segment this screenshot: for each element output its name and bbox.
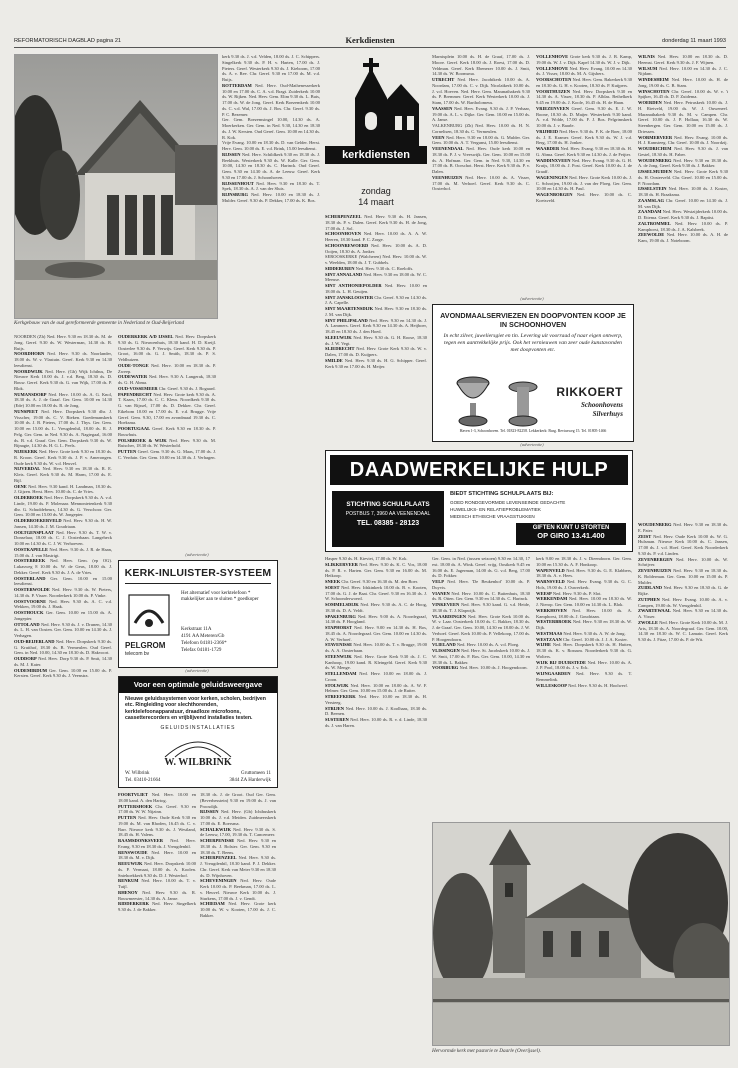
listing-entry: STELLENDAM Ned. Herv. 10.00 en 18.00 ds. J. Croon. <box>325 671 427 682</box>
ad-hulp-gift-box <box>516 523 626 545</box>
font-basin-icon <box>505 379 541 427</box>
kerkdiensten-logo <box>325 54 427 184</box>
page-header <box>14 35 726 48</box>
listing-entry: WINDESHEIM Ned. Herv. 10.00 ds. H. de Jong, 19.00 ds. C. B. Stam. <box>638 77 728 88</box>
listing-entry: ZAANDAM Ned. Herv. Westzijderkerk 10.00 ds. D. Ettema. Geref. Kerk 9.30 ds. J. Baptist. <box>638 209 728 220</box>
listing-entry: kerk 9.30 ds. J. v.d. Velden, 18.00 ds. J. C. Schippers. Singelkerk 9.30 ds. P. H. v. Harten, 17.00 ds. J. Pieters. Geref. Westerkerk 9.30 ds. J. Kieboom, 17.00 ds. A. v. Ree. Chr. Geref. 9.30 en 17.00 ds. M. v.d. Buijs. <box>222 54 320 82</box>
listing-entry: WIJHE Ned. Herv. Dorpskerk 9.30 ds. H. Hutten, 18.30 ds. K. v. Rossum. Noorderkerk 9.30 ds. G. Wolters. <box>536 642 632 659</box>
listing-entry: FOORTVLIET Ned. Herv. 10.00 en 18.00 kand. A. den Hartog. <box>118 792 196 803</box>
listing-entry: VINKEVEEN Ned. Herv. 9.30 kand. G. v.d. Heide, 18.30 ds. T. J. Klapwijk. <box>432 602 530 613</box>
listing-entry: VALKENBURG (Zh) Ned. Herv. 10.00 ds. H. N. Cornelisen, 18.30 ds. C. Vermeulen. <box>432 123 530 134</box>
listing-entry: OTTOLAND Ned. Herv. 9.30 ds. J. v. Drunen, 14.30 ds. L. H. van Oosten. Ger. Gem. 10.00 en 14.30 ds. J. Verhagen. <box>14 621 112 638</box>
listing-list <box>536 556 632 688</box>
listing-column-6 <box>536 54 632 292</box>
listing-entry: 18.30 ds. J. de Groot. Oud Ger. Gem. (Beverhesstein) 9.30 en 19.00 ds. J. van Proosdijk. <box>200 792 276 809</box>
advertentie-tag: (advertentie) <box>520 442 544 447</box>
listing-entry: OUDE-TONGE Ned. Herv. 10.00 en 18.30 ds. P. Zweep. <box>118 362 216 374</box>
listing-entry: PAPENDRECHT Ned. Herv. Grote kerk 9.30 ds. A. T. Kaars, 17.00 ds. C. C. Kleus. Noordkerk 9.30 ds. G. van Rijssel, 17.00 ds. D. Dekker. Chr. Geref. Eikebom 10.00 en 17.00 ds. E. v.d. Brugge. Vrije Geref. Gem. 9.30, 17.00 en avondmaal 19.30 ds. C. Hoeksma. <box>118 391 216 426</box>
listing-entry: ZWARTEWAAL Ned. Herv. 9.30 en 14.30 ds. A. Visser. <box>638 608 728 619</box>
ad-rikkoert-brand-sub2: Silverhuys <box>592 410 623 418</box>
listing-entry: ZUIDLAND Ned. Herv. 9.30 en 18.30 ds. G. de Rijke. <box>638 585 728 596</box>
listing-entry: OUDDORP Ned. Herv. Dorp 9.30 ds. P. Smit, 14.30 ds. M. J. Kater. <box>14 656 112 667</box>
listing-column-2 <box>118 334 216 552</box>
ad-wilbrink-right1: Gruttomeen 11 <box>241 771 271 776</box>
listing-entry: OUDERKERK A/D IJSSEL Ned. Herv. Dorpskerk 9.30 ds. G. Nieuwenhuis, 18.30 kand. H. D. Kreijl. Oosterlee 9.30 ds. P. Verwijs. Geref. Kerk 9.30 ds. P. Groot, 16.00 ds. G. J. Smith, 18.30 ds. P. S. Veldhuizen. <box>118 334 216 362</box>
listing-entry: SNEEK Chr. Geref. 9.30 en 16.30 ds. M. den Boer. <box>325 579 419 584</box>
listing-entry: NIJEKERK Ned. Herv. Grote kerk 9.30 en 18.30 ds. R. Kroon. Geref. Kerk 9.30 ds. J. P. v. Amerongen. Oude kerk 9.30 ds. W. v.d. Heuvel. <box>14 449 112 466</box>
listing-entry: Ger. Gem. in Ned. (tussen seizoen) 9.30 en 14.30, 17 ext. 18.00 ds. A. Wink. Geref. vrijg. Oostkerk 9.45 en 16.00 ds. E. Jagerman, 14.00 ds. G. v.d. Berg, 17.00 ds. D. Fokker. <box>432 556 530 579</box>
listing-entry: ZWOLLE Ned. Herv. Grote Kerk 10.00 ds. M. J. Arts, 18.30 ds. A. Noordegraaf. Ger. Gem. 10.00, 14.30 en 18.30 ds. W. C. Lamain. Geref. Kerk 9.30 ds. J. Fitze, 17.00 ds. P. de Wit. <box>638 619 728 642</box>
listing-entry: Vrije Evang. 10.00 en 18.30 ds. D. van Gelder. Herst. Herv. Gem. 10.00 ds. E. v.d. Brink, 15.00 leesdienst. <box>222 140 320 151</box>
church-photo-daarle <box>432 822 730 1046</box>
listing-entry: RIJSSEN Ned. Herv. Schildkerk 9.30 en 18.30 ds. J. Beekhuis. Westerkerk 9.30 ds. W. Kalle. Ger. Gem. 10.00, 14.30 en 18.30 ds. C. Harinck. Oud Geref. Gem. 9.30 en 14.30 ds. A. de Leeuw. Geref. Kerk 9.30 en 17.00 ds. J. Schoonhoven. <box>222 151 320 180</box>
ad-wilbrink <box>118 676 278 788</box>
listing-entry: SINT ANTHONIEPOLDER Ned. Herv. 10.00 en 18.00 ds. L. H. Geuijen. <box>325 283 427 294</box>
listing-entry: WINSCHOTEN Chr. Geref. 10.00 ds. W. v. 't Spijker, 16.45 ds. D. P. Zuidema. <box>638 88 728 100</box>
listing-entry: IJSSELSTEIN Ned. Herv. 10.00 ds. J. Koster, 18.30 ds. H. Braaksma. <box>638 186 728 197</box>
listing-entry: WERKHOVEN Ned. Herv. 10.00 ds. A. Kamphorst, 18.00 ds. J. Goudriaan. <box>536 607 632 619</box>
listing-entry: SCHOONHOVEN Ned. Herv. 10.00 ds. A. A. W. Heeren, 18.30 kand. P. C. Zorge. <box>325 231 427 242</box>
listing-entry: kerk 9.00 en 18.30 ds. J. v. Dieendoorn. Ger. Gem. 10.00 en 15.30 ds. A. F. Honkoop. <box>536 556 632 567</box>
listing-entry: OOLTGENSPLAAT Ned. Herv. 9.30 ds. T. W. v. Donselaar, 18.00 ds. C. J. Oosterbaan. Langeheck 10.00 en 14.30 ds. C. J. W. Verhoeven. <box>14 529 112 546</box>
ad-hulp-org1: STICHTING SCHULPLAATS <box>346 501 430 508</box>
listing-list <box>325 556 427 729</box>
ad-hulp-b2: HUWELIJKS- EN RELATIEPROBLEMATIEK <box>450 507 541 512</box>
listing-column-9 <box>432 556 530 816</box>
listing-entry: ZAAMSLAG Chr. Geref. 10.00 en 14.30 ds. J. M. van Dijk. <box>638 197 728 209</box>
listing-entry: SINT PHILIPSLAND Ned. Herv. 9.30 en 14.30 ds. J. A. Lammers. Geref. Kerk 9.30 en 14.30 ds. A. Heijboer, 18.45 en 18.30 ds. J. den Hoed. <box>325 317 427 334</box>
listing-entry: WAGENINGEN Ned. Herv. Grote Kerk 10.00 ds. J. C. Schroijen, 19.00 ds. J. van der Ploeg. Ger. Gem. 10.00 en 14.30 ds. H. Paul. <box>536 174 632 192</box>
church-photo-oud-beijerland <box>14 54 218 319</box>
listing-entry: OENE Ned. Herv. 9.30 kand. H. Landman, 18.30 ds. J. Gijzen. Herst. Herv. 10.00 ds. C. de Vries. <box>14 483 112 495</box>
pelgrom-logo-icon <box>127 593 171 637</box>
listing-entry: STRIJEN Ned. Herv. 10.00 ds. J. Koolhaas, 18.30 ds. D. Beenen. <box>325 705 427 717</box>
listing-entry: WILLESKOOP Ned. Herv. 9.30 ds. H. Hoolwerf. <box>536 682 628 688</box>
listing-entry: VRIJHEID Ned. Herv. 9.30 ds. F. K. de Boer, 18.00 ds. J. E. Kramer. Geref. Kerk 9.30 ds. W. J. v.d. Berg, 17.00 ds. H. Jonker. <box>536 128 632 146</box>
listing-entry: VOLLENHOVE Grote kerk 9.30 ds. J. B. Kamp, 19.00 ds. W. J. v. Dijk. Kapel 14.30 ds. W. J. v. Dijk. <box>536 54 632 65</box>
kerk-logo-date-line1: zondag <box>361 186 391 196</box>
listing-entry: VEENENDAAL Ned. Herv. Oude kerk 10.00 en 18.30 ds. P. J. v. Vreeswijk. Ger. Gem. 10.00 en 15.00 ds. A. Hofman. Ger. Gem. in Ned. 9.30, 14.30 en 17.00 ds. B. Oorschot. Herst. Herv. Kerk 9.30 ds. P. v. Dalen. <box>432 146 530 174</box>
ad-kerk-addr3: Telefoon 04181-2366* <box>181 641 227 646</box>
listing-entry: WEESP Ned. Herv. 9.30 ds. P. Slot. <box>536 590 602 596</box>
listing-entry: SCHIEDAM Ned. Herv. Grote kerk 10.00 ds. W. v. Kooten, 17.00 ds. J. C. Bakker. <box>200 901 276 918</box>
listing-entry: STAVENISSE Ned. Herv. 10.00 ds. T. v. Brugge, 19.00 ds. A. A. Oosterbaan. <box>325 642 427 653</box>
listing-entry: IJSSELMUIDEN Ned. Herv. Grote Kerk 9.30 ds. H. Oosterveld. Chr. Geref. 10.00 en 15.00 ds. P. Noordam. <box>638 169 728 186</box>
ad-hulp-b1: GOED RONDGEVORMDE LEVENSEINDE GEDACHTE <box>450 500 566 505</box>
listing-column-1 <box>14 334 112 1054</box>
advertentie-tag: (advertentie) <box>520 296 544 301</box>
listing-entry: RAAMSDONKSVEER Ned. Herv. Evang. 9.30 en 18.30 ds. J. Vreugdenhil. <box>118 838 196 849</box>
listing-entry: RIJSSEN Ned. Herv. (Gb) Ichthuskerk 10.00 ds. J. v.d. Meiden. Zuidmeerskerk 17.00 ds. E. Boersma. <box>200 809 276 826</box>
advertentie-tag: (advertentie) <box>185 668 209 673</box>
listing-entry: OUDEWATER Ned. Herv. 9.30 A. Langerak, 18.30 ds. G. H. Abma. <box>118 374 216 385</box>
listing-entry: SPAKENBURG Ned. Herv. 9.00 ds. A. Noordegraaf, 14.30 ds. P. Hoogland. <box>325 613 427 625</box>
listing-list <box>200 792 276 919</box>
section-title: Kerkdiensten <box>345 35 395 45</box>
listing-entry: VLISSINGEN Ned. Herv. St. Jacobskerk 10.00 ds. J. W. Smit, 17.00 ds. F. Bos. Ger. Gem. 10.00, 14.30 en 18.30 ds. L. Bakker. <box>432 648 530 665</box>
listing-entry: VEENHUIZEN Ned. Herv. 10.00 ds. A. Visser, 17.00 ds. M. Verhoef. Geref. Kerk 9.30 ds. C. Oosterhof. <box>432 174 530 192</box>
ad-rikkoert <box>432 304 634 442</box>
listing-column-10 <box>536 556 632 816</box>
listing-entry: NOORDWIJK Ned. Herv. (Gb) Wijk Ichthus, De Nieuwe Kerk 10.00 ds. J. v.d. Berg, 18.30 ds. D. Bouw. Geref. Kerk 9.30 ds. G. van Wijk, 17.00 ds. P. Blok. <box>14 368 112 391</box>
listing-entry: OLDEBROEK Ned. Herv. Dorpskerk 9.30 ds. A. v.d. Linde, 19.00 ds. P. Molenaar. Mennonietenkerk 9.30 dhr. G. Schuddebeurs, 14.30 ds. G. Verschoor. Ger. Gem. 10.00 en 15.00 ds. W. Jongepier. <box>14 495 112 518</box>
listing-entry: Ger. Gem. Boezemsingel 10.00, 14.30 ds. A. Moerkerken. Ger. Gem. in Ned. 9.30, 14.30 en 18.30 ds. J. W. Kersten. Oud Geref. Gem. 10.00 en 14.30 ds. R. Kok. <box>222 117 320 140</box>
listing-entry: PUTTERSHOEK Chr. Geref. 9.30 en 17.00 ds. W. W. Nijzinn. <box>118 803 196 815</box>
chalice-icon <box>443 373 503 431</box>
ad-kerk-inluister <box>118 560 278 668</box>
bottom-photo-caption: Hervormde kerk met pastorie te Daarle (Overijssel). <box>432 1048 542 1054</box>
listing-entry: OOSTERBEEK Ned. Herv. Gem. (ep OG). Lukasweg 8 10.00 ds. W. de Geus, 18.00 ds. J. Dekker. Geref. Kerk 9.30 ds. J. A. de Vries. <box>14 558 112 575</box>
listing-entry: SLIEDRECHT Ned. Herv. Grote Kerk 9.30 ds. W. v. Dalen, 17.00 ds. D. Kuijpers. <box>325 346 427 357</box>
listing-entry: NOORDEN (Zh) Ned. Herv. 9.30 en 18.30 ds. M. de Jong. Geref. 9.30 ds. W. Westerman, 14.30 ds. B. Ruijs. <box>14 334 112 351</box>
listing-entry: ZEVENBERGEN Ned. Herv. 10.00 ds. W. Schrijver. <box>638 556 728 568</box>
listing-entry: OOSTVOORNE Ned. Herv. 9.30 ds. A. C. v.d. Wekken, 19.00 ds. J. Haak. <box>14 598 112 610</box>
listing-entry: WADDINXVEEN Ned. Herv. Evang. 9.30 ds. G. H. Kruijs, 18.00 ds. J. Post. Geref. Kerk 10.00 ds. J. de Graaff. <box>536 157 632 174</box>
listing-list <box>432 556 530 671</box>
kerk-logo-date-line2: 14 maart <box>358 197 394 207</box>
listing-entry: OUD-BEIJERLAND Ned. Herv. Dorpskerk 9.30 ds. G. Kruithof, 18.30 ds. B. Vermeulen. Oud Geref. Gem. in Ned. 10.00, 14.30 en 18.30 ds. D. Hakvoort. <box>14 638 112 656</box>
ad-kerk-addr4: Telefax 04181-1729 <box>181 648 222 653</box>
ad-hulp-b-head: BIEDT STICHTING SCHULPLAATS BIJ: <box>450 491 554 497</box>
listing-list <box>432 54 530 192</box>
ad-hulp-b3: MEDISCH ETHISCHE VRAAGSTUKKEN <box>450 514 535 519</box>
listing-list <box>222 54 320 204</box>
listing-entry: NOORDHORN Ned. Herv. 9.30 ds. Noorlander, 18.00 ds. W. v. Vlastuin. Geref. Kerk 9.30 en 14.30 leesdienst. <box>14 351 112 368</box>
listing-entry: WAGENBORGEN Ned. Herv. 10.00 ds. C. Koetsveld. <box>536 192 632 203</box>
listing-entry: WARNSVELD Ned. Herv. Evang. 9.30 ds. G. C. Hols, 19.00 ds. J. Ouwerkerk. <box>536 579 632 590</box>
ad-rikkoert-brand: RIKKOERT <box>556 385 623 399</box>
ad-rikkoert-addr: Haven 1-3, Schoonhoven. Tel. 01823-82258. Lekkerkerk: Burg. Reviusweg 15. Tel. 01805-1466 <box>459 429 607 433</box>
listing-entry: Marnixplein 10.00 ds. H. de Graaf, 17.00 ds. J. Moore. Geref. Kerk 18.00 ds. J. Roest, 17.00 ds. D. Veldman. Geref. Kerk Ebenezer 10.00 ds. J. Smit, 14.30 ds. W. Boomsma. <box>432 54 530 77</box>
listing-entry: WAPENVELD Ned. Herv. 9.30 ds. G. E. Klabbers, 18.30 ds. A. v. Hees. <box>536 567 632 579</box>
listing-entry: SOMMELSDIJK Ned. Herv. 9.30 ds. A. C. de Hoog, 18.30 ds. D. A. Veldt. <box>325 602 427 613</box>
listing-entry: VLIELAND Ned. Herv. 10.00 ds. A. v.d. Ploeg. <box>432 642 520 648</box>
listing-entry: POORTUGAAL Geref. Kerk 9.30 en 18.30 ds. P. Bouwhuis. <box>118 426 216 437</box>
ad-rikkoert-body: In echt zilver, juweliersgiet en tin. Levering uit voorraad of naar eigen ontwerp, tegen een aantrekkelijke prijs. Ook het vernieuwen van zeer oude kunstavonden met doopvonten etc. <box>443 333 623 353</box>
listing-entry: WOUDRICHEM Ned. Herv. 9.30 ds. J. van Gestel, 18.30 ds. H. Faber. <box>638 146 728 157</box>
listing-entry: PUTTEN Geref. Gem. 9.30 ds. G. Maas, 17.00 ds. J. C. Verduin. Ger. Gem. 10.00 en 14.30 ds. J. Verhagen. <box>118 449 216 460</box>
listing-entry: WIJK BIJ DUURSTEDE Ned. Herv. 10.00 ds. A. J. P. Pool, 18.00 ds. J. v. Eck. <box>536 659 632 671</box>
ad-wilbrink-right2: 3844 ZA Harderwijk <box>229 778 271 783</box>
listing-entry: RIJSSENHOUT Ned. Herv. 9.30 en 18.30 ds. T. Spek, 18.30 ds. A. J. van der Sluis. <box>222 180 320 192</box>
ad-kerk-addr1: Kerkstraat 11A <box>181 627 212 632</box>
listing-entry: WESTMAAS Ned. Herv. 9.30 ds. A. W. de Jong. <box>536 630 626 636</box>
issue-date: donderdag 11 maart 1993 <box>662 38 726 44</box>
listing-entry: ZEEWOLDE Ned. Herv. 10.00 ds. A. H. de Kam, 19.00 ds. J. Noteboom. <box>638 232 728 243</box>
listing-entry: SCHERPENZEEL Ned. Herv. 9.30 ds. J. Vreugdenhil, 18.30 kand. P. J. Dekker. Chr. Geref. Kerk van Meier 9.30 en 18.30 ds. D. Wijnhoven. <box>200 855 276 878</box>
listing-entry: Hasper 9.30 ds. H. Kieviet, 17.00 ds. W. Kok. <box>325 556 408 561</box>
listing-entry: VOORBURG Ned. Herv. 10.00 ds. J. Hoogendoorn. <box>432 665 528 671</box>
listing-entry: ZUTPHEN Ned. Herv. Evang. 10.00 ds. A. v. Campen, 19.00 ds. W. Vreugdenhil. <box>638 596 728 608</box>
listing-entry: WILSUM Ned. Herv. 10.00 en 14.30 ds. J. C. Nijdam. <box>638 65 728 77</box>
listing-entry: OOSTKAPELLE Ned. Herv. 9.30 ds. J. R. de Haan, 15.00 ds. J. van Mastrigt. <box>14 546 112 558</box>
listing-column-13 <box>200 792 276 1054</box>
listing-entry: WERKENDAM Ned. Herv. 10.00 en 18.30 ds. W. J. Nierop. Ger. Gem. 10.00 en 14.30 ds. L. Blok. <box>536 596 632 607</box>
listing-column-12 <box>118 792 196 1054</box>
listing-entry: VLAARDINGEN Ned. Herv. Grote Kerk 10.00 ds. W. v. Laar. Oosterkerk 10.00 ds. C. Bakker, 18.30 ds. J. de Graaf. Ger. Gem. 10.00, 14.30 en 18.00 ds. J. W. Verhoef. Geref. Kerk 10.00 ds. P. Vellekoop, 17.00 ds. P. Hoogendoorn. <box>432 613 530 642</box>
listing-entry: VELP Ned. Herv. 'De Beukenhof' 10.00 ds. P. Duyvis. <box>432 579 530 590</box>
listing-list <box>118 792 196 913</box>
listing-entry: RIJNSBURG Ned. Herv. 10.00 en 18.30 ds. J. Mulder. Geref. 9.30 ds. P. Dekker, 17.00 ds. K. Bos. <box>222 192 320 203</box>
listing-entry: SINT ANNALAND Ned. Herv. 9.30 en 18.00 ds. W. C. Meeuse. <box>325 271 427 283</box>
listing-entry: STEENWIJK Ned. Herv. Grote Kerk 9.30 ds. J. C. Kanhoop, 19.00 kand. R. Kleingeld. Geref. Kerk 9.30 ds. W. Menge. <box>325 653 427 671</box>
listing-entry: SCHEVENINGEN Ned. Herv. Oude Kerk 10.00 ds. P. Beekman, 17.00 ds. L. v. Heuvel. Nieuwe Kerk 10.00 ds. J. Sturkens, 17.00 ds. J. v. Gendt. <box>200 878 276 901</box>
listing-entry: SCHALKWIJK Ned. Herv. 9.30 ds. S. de Leeuw, 17.00, 19.30 ds. T. Cancemeer. <box>200 826 276 838</box>
ad-hulp-org2: POSTBUS 7, 3960 AA VEENENDAAL <box>345 511 431 517</box>
ad-hulp-headline: DAADWERKELIJKE HULP <box>330 455 628 485</box>
listing-entry: WORMERVEER Ned. Herv. Evang. 10.00 ds. H. J. Kamsteeg. Chr. Geref. 10.00 ds. J. Noordzij. <box>638 134 728 146</box>
listing-entry: VIANEN Ned. Herv. 10.00 ds. C. Buitenhuis, 18.30 ds. R. Otten. Ger. Gem. 9.30 en 14.30 ds. C. Harinck. <box>432 590 530 602</box>
listing-entry: SMILDE Ned. Herv. 9.30 ds. H. G. Schipper. Geref. Kerk 9.30 en 17.00 ds. H. Meijer. <box>325 357 427 369</box>
listing-entry: SIDDEBUREN Ned. Herv. 9.30 ds. C. Roeloffs. <box>325 265 414 271</box>
listing-list <box>638 54 728 244</box>
ad-kerk-brand-sub: telecom bv <box>125 651 150 657</box>
listing-entry: SOEST Ned. Herv. Idskinkerk 10.00 ds. B. v. Kooten, 17.00 ds. G. J. de Baat. Chr. Geref. 9.30 en 16.30 ds. J. W. Schoonderwoerd. <box>325 584 427 602</box>
listing-entry: VAASSEN Ned. Herv. Evang. 9.30 ds. J. P. Verhaar, 19.00 ds. A. L. v. Dijke. Ger. Gem. 10.00 en 15.00 ds. A. Janse. <box>432 105 530 123</box>
listing-entry: SLEEUWIJK Ned. Herv. 9.30 ds. G. H. Roose, 18.30 ds. J. W. Vegt. <box>325 334 427 346</box>
ad-wilbrink-body: Nieuwe geluidssystemen voor kerken, scholen, bedrijven etc. Ringleiding voor slechthorenden, kerktelefoonapparatuur, draadloze microfoons, cassetterecorders en vrijblijvend installaties testen. <box>125 696 266 721</box>
newspaper-name: REFORMATORISCH DAGBLAD pagina 21 <box>14 38 122 44</box>
listing-column-8 <box>325 556 427 1054</box>
listing-entry: UTRECHT Ned. Herv. Jacobikerk 10.00 ds. A. Noordam, 17.00 ds. C. v. Dijk. Nicolaïkerk 10.00 ds. J. v.d. Hoeven. Ned. Herv. Gem. Maranathakerk 9.30 ds. P. Bremmer. Geref. Kerk Westerkerk 10.00 ds. J. Stam, 17.00 ds. W. Bartholomeus. <box>432 77 530 105</box>
listing-entry: SCHOONREWOERD Ned. Herv. 10.00 ds. A. D. Ooijen, 18.30 ds. A. Jonker. <box>325 242 427 254</box>
listing-list <box>325 214 427 369</box>
listing-column-3 <box>222 54 320 546</box>
listing-entry: WOUDENBERG Ned. Herv. 9.30 en 18.30 ds. E. Pater. <box>638 522 728 533</box>
ad-kerk-brand: PELGROM <box>125 641 166 650</box>
listing-entry: REEUWIJK Ned. Herv. Dorpskerk 10.00 ds. P. Vermaat, 18.00 ds. A. Koolen. Sniehoekkerk 9.30 ds. D. J. Westerhof. <box>118 861 196 878</box>
ad-hulp-org-box <box>332 491 444 547</box>
listing-entry: WOUDENBERG Ned. Herv. 9.30 en 18.30 ds. A. de Jong. Geref. Kerk 9.30 ds. J. Bakker. <box>638 157 728 169</box>
listing-entry: NUNSPEET Ned. Herv. Dorpskerk 9.30 dhr. J. Visscher, 19.00 ds. C. V. Rieken. Goedemanskerk 10.00 ds. J. B. Pieters, 17.00 ds. J. Thys. Ger. Gem. 10.00 en 15.00 ds. L. Vreugdenhil, 18.00 ds. R. J. Pelg. Ger. Gem. in Ned. 9.30 ds. A. Nagtegaal, 16.00 ds. B. v.d. Graaf. Ger. Gem. Dorpskerk 9.30 ds. W. Bijnagte, 14.30 ds. H. G. L. Peels. <box>14 408 112 449</box>
listing-entry: WILNIS Ned. Herv. 10.00 en 18.30 ds. D. Heemst. Geref. Kerk 9.30 ds. J. F. Wijnen. <box>638 54 728 65</box>
listing-entry: NUMANSDORP Ned. Herv. 10.00 ds. A. G. Knol, 18.30 ds. A. J. de Graaf. Ger. Gem. 10.00 en 14.30 (Ede) 10.00 en 18.00 ds. B. de Jong. <box>14 391 112 408</box>
ad-wilbrink-headline: Voor een optimale geluidsweergave <box>119 677 277 693</box>
ad-wilbrink-left1: W. Wilbrink <box>125 771 150 776</box>
ad-rikkoert-headline: AVONDMAALSERVIEZEN EN DOOPVONTEN KOOP JE IN SCHOONHOVEN <box>440 311 626 329</box>
listing-entry: SUSTEREN Ned. Herv. 10.00 ds. R. v. d. Linde, 18.30 ds. J. van Haren. <box>325 717 427 728</box>
ad-rikkoert-brand-sub1: Schoonhovens <box>580 401 623 409</box>
listing-column-11 <box>638 522 728 816</box>
listing-entry: RENSWOUDE Ned. Herv. 10.00 en 18.30 ds. M. v. Dijk. <box>118 849 196 861</box>
listing-entry: SINT MAARTENSDIJK Ned. Herv. 9.30 en 18.30 ds. J. M. van Dijk. <box>325 306 427 317</box>
listing-entry: SEROOSKERKE (Walcheren) Ned. Herv. 10.00 ds. W. v. Weelden, 18.00 ds. J. T. Gubbels. <box>325 254 427 265</box>
listing-entry: SLIKKERVEER Ned. Herv. 9.30 ds. K. C. Vos, 18.00 ds. P. R. v. Harten. Ger. Gem. 9.30 en 16.00 ds. M. Heikoop. <box>325 561 427 579</box>
listing-entry: VEEN Ned. Herv. 9.30 en 18.00 ds. G. Mulder. Ger. Gem. 10.00 ds. A. T. Vergunst, 15.00 leesdienst. <box>432 134 530 146</box>
listing-entry: NIJVERDAL Ned. Herv. 9.30 en 18.30 ds. R. E. Kleis. Geref. Kerk 9.30 ds. M. Harm, 17.00 ds. E. Bijl. <box>14 466 112 483</box>
listing-entry: WIJNGAARDEN Ned. Herv. 9.30 ds. T. Remmelink. <box>536 671 632 682</box>
advertentie-tag: (advertentie) <box>185 552 209 557</box>
listing-entry: RIDDERKERK Ned. Herv. Singelkerk 9.30 ds. J. de Bakker. <box>118 901 196 912</box>
listing-entry: POLSBROEK & WIJK Ned. Herv. 9.30 ds. M. Ruischer, 18.30 ds. W. Westerhold. <box>118 437 216 449</box>
listing-column-5 <box>432 54 530 292</box>
ad-wilbrink-arc-text: GELUIDSINSTALLATIES <box>160 725 236 731</box>
ad-kerk-title: KERK-INLUISTER-SYSTEEM <box>124 567 272 579</box>
listing-entry: WESTERBROEK Ned. Herv. 9.30 en 18.30 ds. W. Dijk. <box>536 619 632 630</box>
listing-entry: VRIEZENVEEN Geref. Gem. 9.30 ds. E. J. W. Boone, 18.30 ds. D. Maijer. Westerkerk 9.30 kand. A. v.d. Wolde, 17.00 ds. F. J. Bos. Pelgrimskerk 10.00 ds. J. v. Baarle. <box>536 105 632 128</box>
listing-entry: ROTTERDAM Ned. Herv. Oud-Mathenesserkerk 10.00 en 17.00 ds. C. A. v.d. Bragt. Zuiderkerk 10.00 ds. W. Rijken. Ned. Herv. Gem. Elim 9.30 ds. L. Buis, 17.00 ds. W. de Jong. Geref. Kerk Boezemkerk 10.00 ds. C. v.d. Wal, 17.00 ds. J. Bos. Chr. Geref. 9.30 ds. P. C. Bezemer. <box>222 82 320 117</box>
listing-entry: OOSTERLAND Ger. Gem. 10.00 en 15.00 leesdienst. <box>14 575 112 587</box>
listing-column-7 <box>638 54 728 519</box>
ad-wilbrink-name: W. WILBRINK <box>164 757 232 768</box>
listing-list <box>638 522 728 643</box>
listing-entry: OUD-VOSSEMEER Chr. Geref. 9.30 ds. J. Bogaard. <box>118 385 216 391</box>
church-silhouette-icon <box>325 54 427 146</box>
listing-entry: WOERDEN Ned. Herv. Petruskerk 10.00 ds. J. H. Rietveld, 19.00 ds. W. J. Ouweneel. Maranathakerk 9.30 ds. M. v. Campen. Chr. Geref. 10.00 ds. J. P. Hollaar, 16.30 ds. W. Steenbergen. Ger. Gem. 10.00 en 15.00 ds. J. Driessen. <box>638 100 728 134</box>
listing-entry: SCHERPENZEEL Ned. Herv. 9.30 ds. H. Jansen, 18.30 ds. P. v. Dalen. Geref. Kerk 9.30 ds. H. de Jong, 17.00 ds. J. Sol. <box>325 214 427 231</box>
listing-list <box>14 334 112 679</box>
listing-entry: WAARDER Ned. Herv. Evang. 9.30 en 18.30 ds. H. G. Abma. Geref. Kerk 9.30 en 14.30 ds. J. de Feijter. <box>536 146 632 157</box>
listing-entry: VOLLENHOVE Ned. Herv. Evang. 10.00 en 14.30 ds. J. Visser, 18.00 ds. M. A. Gijsbers. <box>536 65 632 77</box>
listing-entry: ZEIST Ned. Herv. Oude Kerk 10.00 ds. W. G. Hulsman. Nieuwe Kerk 10.00 ds. C. Jansen, 17.00 ds. J. v.d. Hoef. Geref. Kerk Noorderkerk 9.30 ds. P. v.d. Linden. <box>638 533 728 556</box>
ad-kerk-addr2: 4191 AA Meteren/Gb <box>181 634 225 639</box>
listing-entry: OOSTHOUCK Ger. Gem. 10.00 en 15.00 ds. A. Jongepier. <box>14 610 112 621</box>
listing-entry: RHENOY Ned. Herv. 9.30 ds. R. Bouwmeester, 14.30 ds. A. Janse. <box>118 889 196 901</box>
listing-entry: RENKUM Ned. Herv. 10.00 ds. T. v. Tuijl. <box>118 878 196 889</box>
listing-entry: PUTTEN Ned. Herv. Oude Kerk 9.30 en 19.00 ds. M. van Rhoden, 16.45 ds. C. v. Barr. Nieuwe kerk 9.30 ds. J. Westland, 18.45 ds. H. Valens. <box>118 815 196 838</box>
listing-entry: SINT JANSKLOOSTER Chr. Geref. 9.30 en 14.30 ds. J. A. Capelle. <box>325 294 427 306</box>
ad-hulp-gift1: GIFTEN KUNT U STORTEN <box>532 525 610 531</box>
top-photo-caption: Kerkgebouw van de oud gereformeerde gemeente in Nederland te Oud-Beijerland <box>14 320 185 326</box>
listing-entry: OOSTERWOLDE Ned. Herv. 9.30 ds. W. Pieters, 14.30 ds. P. Visser. Noorderkerk 10.00 ds. P. Vinke. <box>14 587 112 598</box>
listing-entry: VOORSCHOTEN Ned. Herv. Gem. Bakerkerk 9.30 en 18.30 ds. G. H. v. Kooten, 18.30 ds. P. Kuijpers. <box>536 77 632 88</box>
listing-list <box>536 54 632 204</box>
listing-entry: SCHERPENISSE Ned. Herv. 9.30 en 18.30 ds. J. Bolster. Ger. Gem. 9.30 en 18.30 ds. T. Beens. <box>200 838 276 855</box>
ad-wilbrink-left2: Tel. 03410-21664 <box>125 778 161 783</box>
listing-entry: WESTZAAN Chr. Geref. 10.00 ds. J. J. A. Koster. <box>536 636 628 642</box>
listing-entry: STREEFKERK Ned. Herv. 10.00 en 18.30 ds. H. Versteeg. <box>325 694 427 705</box>
listing-list <box>118 334 216 461</box>
ad-daadwerkelijke-hulp <box>325 450 633 552</box>
ad-kerk-tagline: Het alternatief voor kerktelefoon * makkelijker aan te sluiten * goedkoper <box>181 591 259 602</box>
ad-hulp-gift2: OP GIRO 13.41.400 <box>537 531 605 540</box>
listing-entry: VOORTHUIZEN Ned. Herv. Dorpskerk 9.30 en 14.30 ds. A. Visser, 18.30 ds. P. Alblas. Bethelkerk 9.45 en 19.00 ds. J. Koole, 16.45 ds. H. de Haan. <box>536 88 632 105</box>
listing-entry: OUDEMIRDUM Ger. Gem. 10.00 en 15.00 ds. P. Kersten. Geref. Kerk 9.30 ds. J. Veenstra. <box>14 667 112 679</box>
listing-entry: OLDEBROEKERVELD Ned. Herv. 9.30 ds. H. W. Jansen, 14.30 ds. J. M. Goudriaan. <box>14 518 112 529</box>
listing-entry: STAPHORST Ned. Herv. 9.00 en 14.30 ds. H. Bos, 18.45 ds. A. Noordegraaf. Ger. Gem. 10.00 en 14.30 ds. A. W. Verhoef. <box>325 625 427 642</box>
listing-entry: ZALTBOMMEL Ned. Herv. 10.00 ds. P. Kamphorst, 18.30 ds. J. A. Kalsbeek. <box>638 220 728 232</box>
ad-hulp-org3: TEL. 08385 - 28123 <box>356 520 420 527</box>
listing-entry: STOLWIJK Ned. Herv. 10.00 en 18.00 ds. A. W. F. Helmer. Ger. Gem. 10.00 en 15.00 ds. J. de Ruiter. <box>325 682 427 694</box>
listing-entry: ZEVENHUIZEN Ned. Herv. 9.30 en 18.30 ds. K. Bolderman. Ger. Gem. 10.00 en 15.00 ds. P. Mulder. <box>638 568 728 585</box>
kerk-logo-title: kerkdiensten <box>325 146 427 164</box>
